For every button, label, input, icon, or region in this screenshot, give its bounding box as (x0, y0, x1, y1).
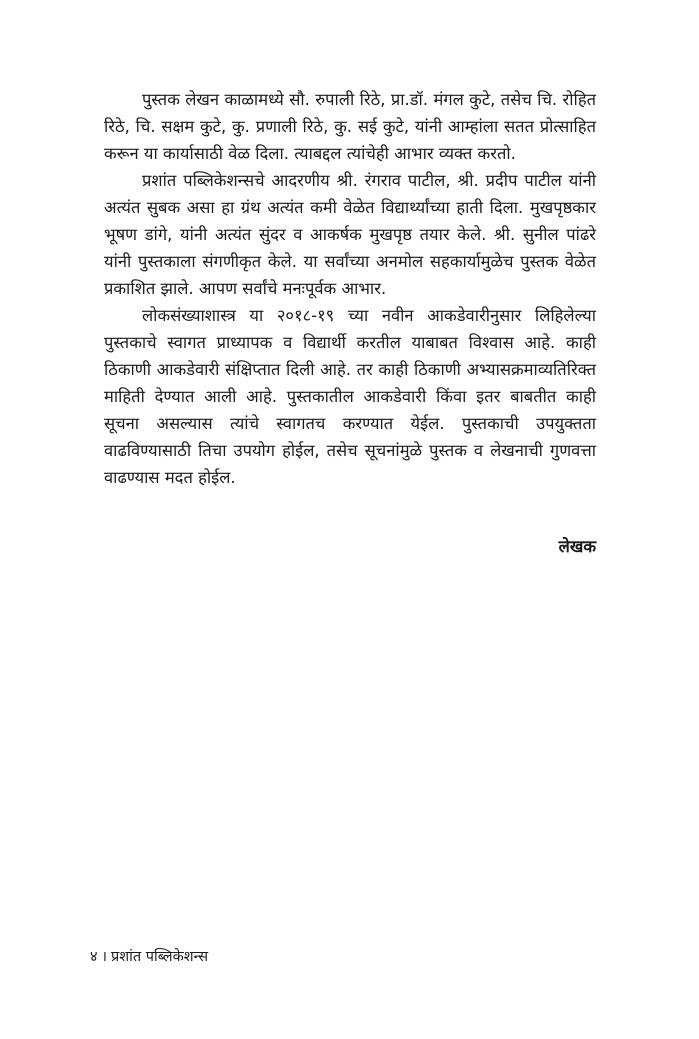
page-number: ४ (90, 949, 98, 965)
publisher-name: प्रशांत पब्लिकेशन्स (111, 949, 209, 965)
paragraph-book-purpose: लोकसंख्याशास्त्र या २०१८-१९ च्या नवीन आकडेवारीनुसार लिहिलेल्या पुस्तकाचे स्वागत प्राध्यापक व विद्यार्थी करतील याबाबत विश्वास आहे. काही ठिकाणी आकडेवारी संक्षिप्तात दिली आहे. तर काही ठिकाणी अभ्यासक्रमाव्यतिरिक्त माहिती देण्यात आली आहे. पुस्तकातील आकडेवारी किंवा इतर बाबतीत काही सूचना असल्यास त्यांचे स्वागतच करण्यात येईल. पुस्तकाची उपयुक्तता वाढविण्यासाठी तिचा उपयोग होईल, तसेच सूचनांमुळे पुस्तक व लेखनाची गुणवत्ता वाढण्यास मदत होईल. (104, 306, 596, 487)
paragraph-acknowledgement-publisher: प्रशांत पब्लिकेशन्सचे आदरणीय श्री. रंगराव पाटील, श्री. प्रदीप पाटील यांनी अत्यंत सुबक असा हा ग्रंथ अत्यंत कमी वेळेत विद्यार्थ्यांच्या हाती दिला. मुखपृष्ठकार भूषण डांगे, यांनी अत्यंत सुंदर व आकर्षक मुखपृष्ठ तयार केले. श्री. सुनील पांढरे यांनी पुस्तकाला संगणीकृत केले. या सर्वांच्या अनमोल सहकार्यामुळेच पुस्तक वेळेत प्रकाशित झाले. आपण सर्वांचे मनःपूर्वक आभार. (104, 171, 596, 298)
footer-separator: । (101, 949, 108, 965)
page-footer (90, 947, 208, 967)
author-signature: लेखक (558, 537, 596, 556)
page-body (104, 86, 596, 491)
paragraph-acknowledgement-family: पुस्तक लेखन काळामध्ये सौ. रुपाली रिठे, प्रा.डॉ. मंगल कुटे, तसेच चि. रोहित रिठे, चि. सक्षम कुटे, कु. प्रणाली रिठे, कु. सई कुटे, यांनी आम्हांला सतत प्रोत्साहित करून या कार्यासाठी वेळ दिला. त्याबद्दल त्यांचेही आभार व्यक्त करतो. (104, 90, 596, 163)
